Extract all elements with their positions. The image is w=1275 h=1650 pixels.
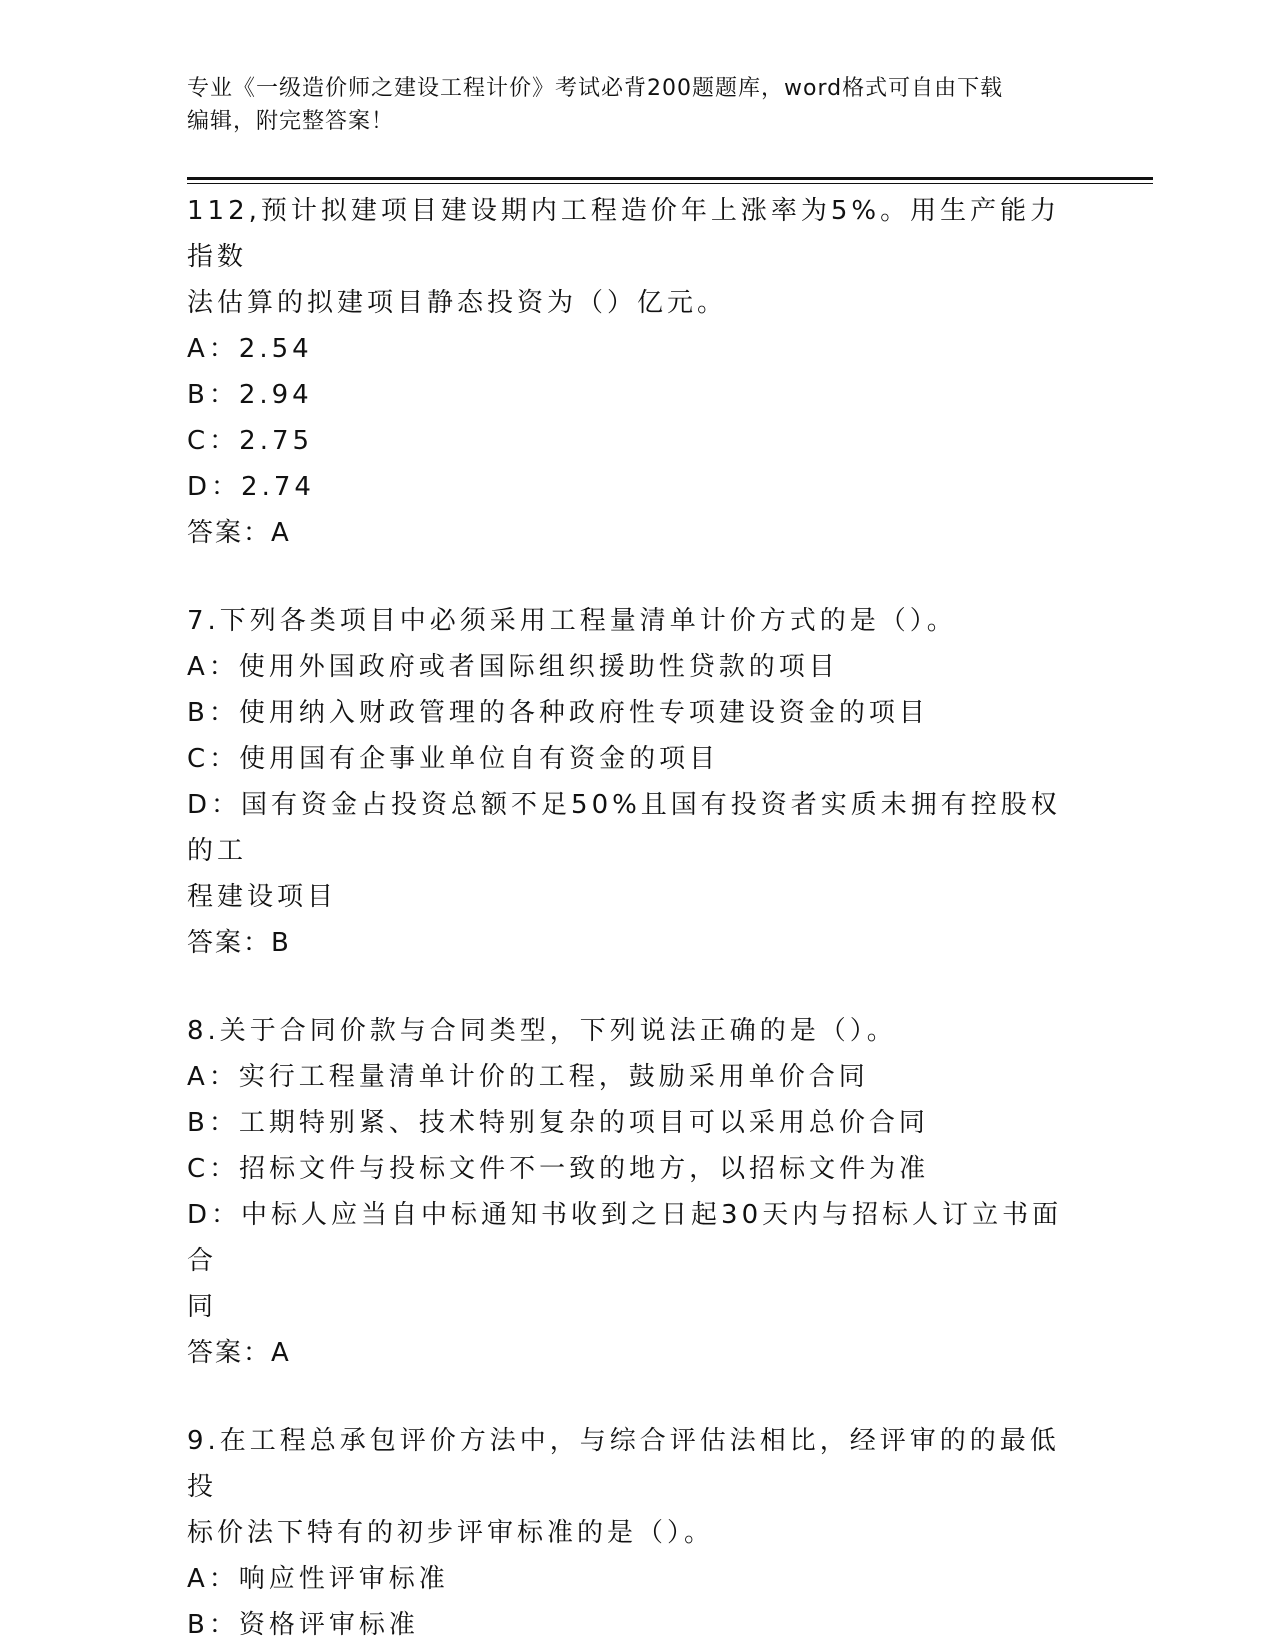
stem-line: 112,预计拟建项目建设期内工程造价年上涨率为5%。用生产能力指数 <box>187 196 1061 272</box>
option-a: A：实行工程量清单计价的工程，鼓励采用单价合同 <box>187 1062 869 1092</box>
option-d: D：2.74 <box>187 472 315 502</box>
option-b: B：2.94 <box>187 380 313 410</box>
header-line-1: 专业《一级造价师之建设工程计价》考试必背200题题库，word格式可自由下载 <box>187 76 1004 101</box>
stem-line: 9.在工程总承包评价方法中，与综合评估法相比，经评审的的最低投 <box>187 1426 1060 1502</box>
option-line: 同 <box>187 1292 218 1322</box>
header-line-2: 编辑，附完整答案！ <box>187 109 395 134</box>
option-d <box>187 1192 1077 1330</box>
option-c: C：使用国有企事业单位自有资金的项目 <box>187 744 720 774</box>
option-b: B：工期特别紧、技术特别复杂的项目可以采用总价合同 <box>187 1108 929 1138</box>
option-b: B：使用纳入财政管理的各种政府性专项建设资金的项目 <box>187 698 929 728</box>
stem-line: 7.下列各类项目中必须采用工程量清单计价方式的是（）。 <box>187 606 957 636</box>
question-stem <box>187 598 1077 644</box>
question-spacer <box>187 1376 1077 1418</box>
option-a: A：使用外国政府或者国际组织援助性贷款的项目 <box>187 652 839 682</box>
document-header <box>187 72 1067 138</box>
question-spacer <box>187 966 1077 1008</box>
question-stem <box>187 1418 1077 1556</box>
option-line: 程建设项目 <box>187 882 338 912</box>
stem-line: 8.关于合同价款与合同类型，下列说法正确的是（）。 <box>187 1016 897 1046</box>
question-112 <box>187 188 1077 556</box>
option-d <box>187 782 1077 920</box>
option-a: A：2.54 <box>187 334 313 364</box>
stem-line: 法估算的拟建项目静态投资为（）亿元。 <box>187 288 728 318</box>
question-9 <box>187 1418 1077 1648</box>
option-b: B：资格评审标准 <box>187 1610 419 1640</box>
stem-line: 标价法下特有的初步评审标准的是（）。 <box>187 1518 715 1548</box>
option-line: D：国有资金占投资总额不足50%且国有投资者实质未拥有控股权的工 <box>187 790 1061 866</box>
header-divider-thin <box>187 183 1153 184</box>
question-7 <box>187 598 1077 966</box>
option-c: C：2.75 <box>187 426 314 456</box>
question-8 <box>187 1008 1077 1376</box>
question-list <box>187 188 1077 1648</box>
option-line: D：中标人应当自中标通知书收到之日起30天内与招标人订立书面合 <box>187 1200 1063 1276</box>
answer-line: 答案：B <box>187 928 291 958</box>
answer-line: 答案：A <box>187 1338 291 1368</box>
header-divider-thick <box>187 177 1153 180</box>
question-stem <box>187 188 1077 326</box>
answer-line: 答案：A <box>187 518 291 548</box>
question-stem <box>187 1008 1077 1054</box>
option-a: A：响应性评审标准 <box>187 1564 449 1594</box>
question-spacer <box>187 556 1077 598</box>
option-c: C：招标文件与投标文件不一致的地方，以招标文件为准 <box>187 1154 930 1184</box>
